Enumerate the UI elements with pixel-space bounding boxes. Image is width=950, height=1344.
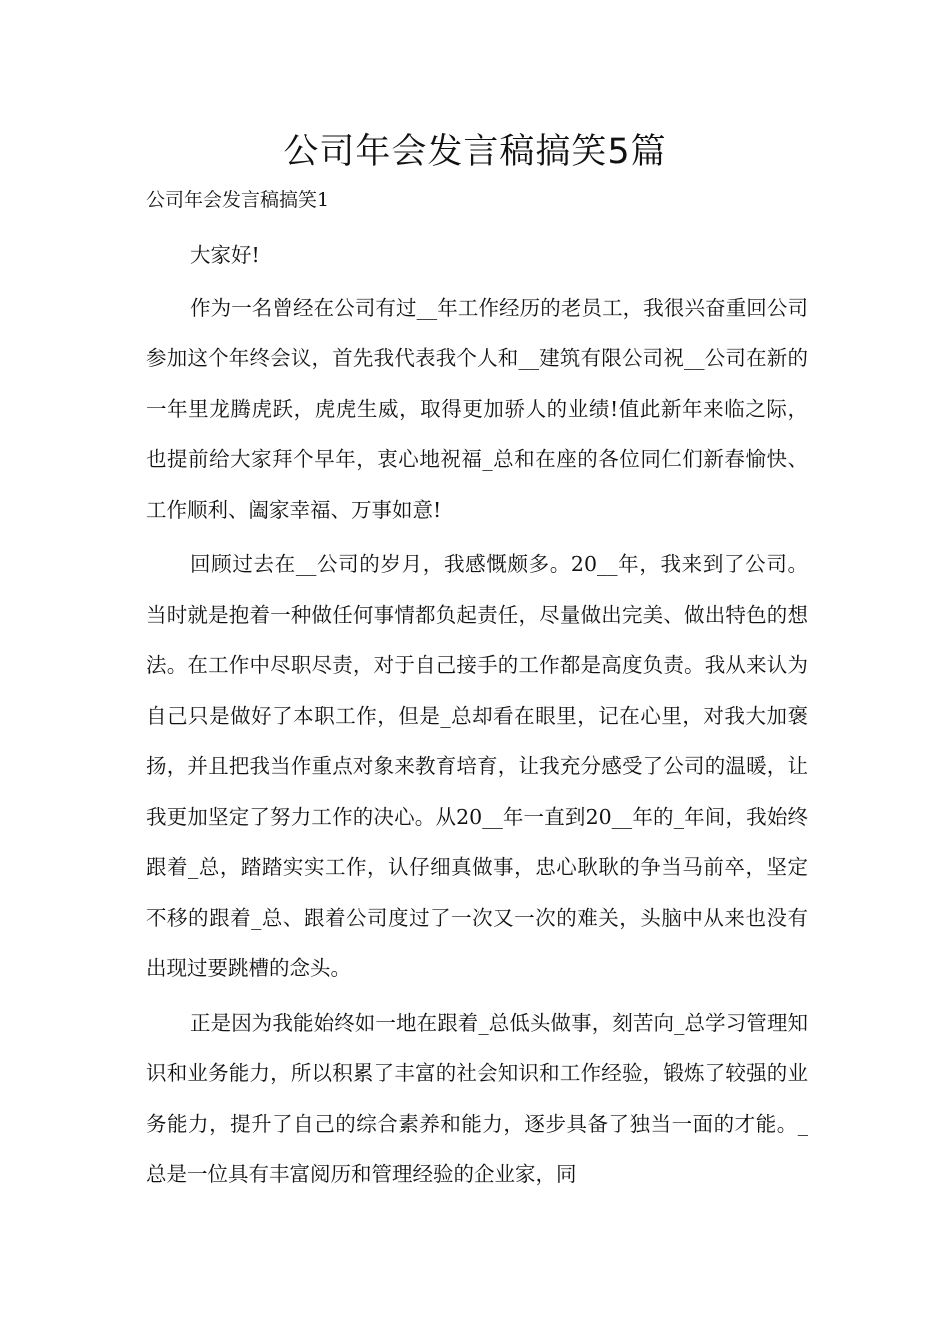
section-heading: 公司年会发言稿搞笑1	[146, 189, 330, 211]
paragraph-1: 作为一名曾经在公司有过__年工作经历的老员工，我很兴奋重回公司参加这个年终会议，首先我代表我个人和__建筑有限公司祝__公司在新的一年里龙腾虎跃，虎虎生威，取得更加骄人的业绩!值此新年来临之际，也提前给大家拜个早年，衷心地祝福_总和在座的各位同仁们新春愉快、工作顺利、阖家幸福、万事如意!	[146, 295, 808, 522]
paragraph-3: 正是因为我能始终如一地在跟着_总低头做事，刻苦向_总学习管理知识和业务能力，所以积累了丰富的社会知识和工作经验，锻炼了较强的业务能力，提升了自己的综合素养和能力，逐步具备了独当一面的才能。_总是一位具有丰富阅历和管理经验的企业家，同	[146, 1010, 808, 1186]
paragraph-greeting: 大家好!	[190, 243, 260, 267]
document-title: 公司年会发言稿搞笑5篇	[283, 132, 667, 172]
document-body	[146, 230, 808, 1204]
paragraph-2: 回顾过去在__公司的岁月，我感慨颇多。20__年，我来到了公司。当时就是抱着一种做任何事情都负起责任，尽量做出完美、做出特色的想法。在工作中尽职尽责，对于自己接手的工作都是高度负责。我从来认为自己只是做好了本职工作，但是_总却看在眼里，记在心里，对我大加褒扬，并且把我当作重点对象来教育培育，让我充分感受了公司的温暖，让我更加坚定了努力工作的决心。从20__年一直到20__年的_年间，我始终跟着_总，踏踏实实工作，认仔细真做事，忠心耿耿的争当马前卒，坚定不移的跟着_总、跟着公司度过了一次又一次的难关，头脑中从来也没有出现过要跳槽的念头。	[146, 552, 808, 980]
